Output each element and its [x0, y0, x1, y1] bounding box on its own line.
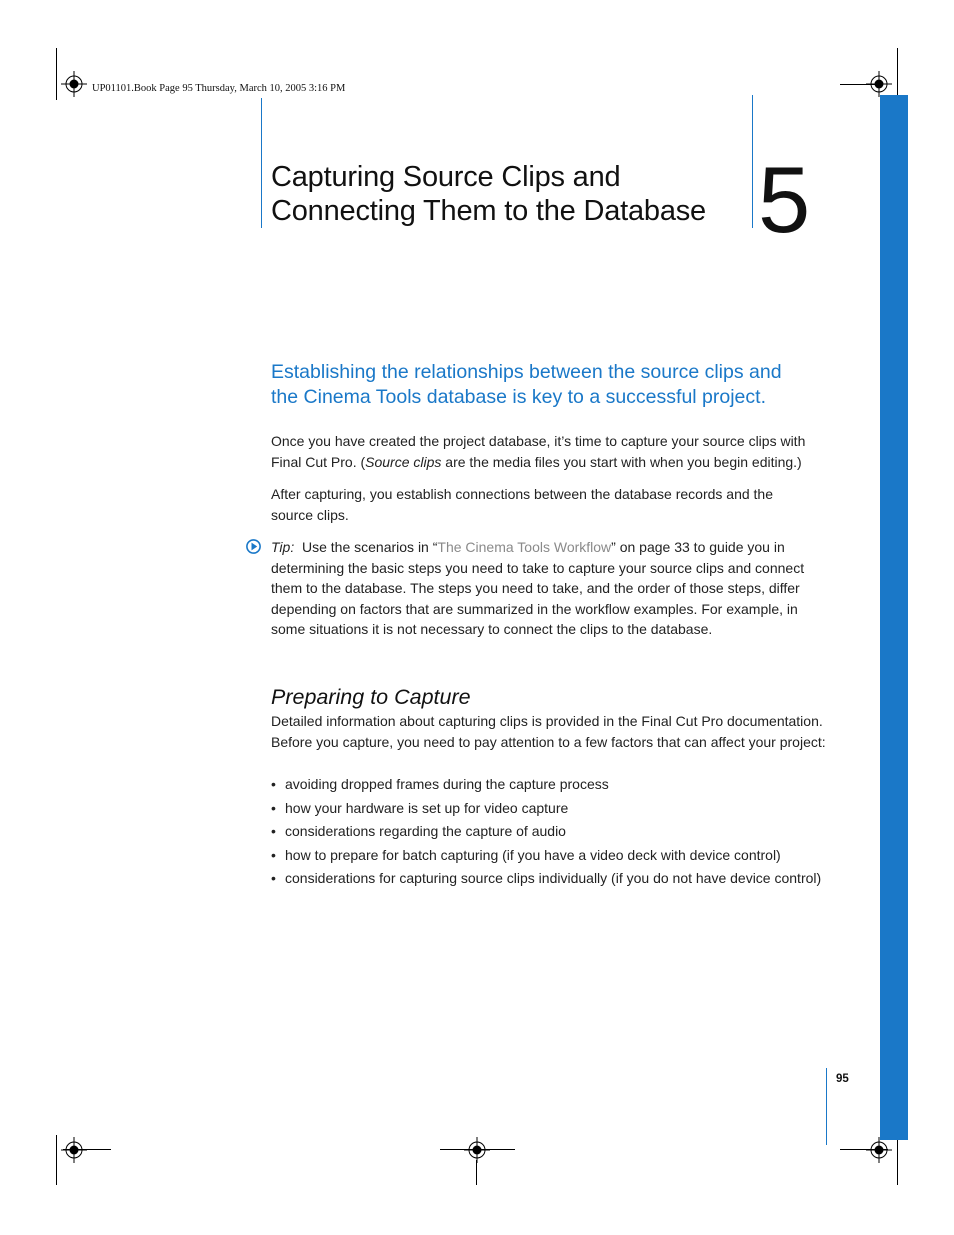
arrow-right-circle-icon — [246, 539, 261, 554]
crop-mark — [476, 1160, 477, 1185]
title-rule — [261, 98, 262, 228]
chapter-title-line: Capturing Source Clips and — [271, 161, 621, 193]
chapter-title — [271, 160, 741, 228]
registration-mark-icon — [866, 1137, 892, 1163]
chapter-intro — [271, 360, 831, 410]
print-slug: UP01101.Book Page 95 Thursday, March 10, 2005 3:16 PM — [92, 83, 346, 94]
registration-mark-icon — [464, 1137, 490, 1163]
intro-line: Establishing the relationships between the source clips and — [271, 361, 782, 383]
crop-mark — [56, 1135, 57, 1185]
tip-label: Tip: — [271, 539, 295, 555]
chapter-title-line: Connecting Them to the Database — [271, 195, 706, 227]
crop-mark — [56, 48, 57, 100]
paragraph: After capturing, you establish connections between the database records and the source clips. — [271, 486, 773, 523]
page-number-rule — [826, 1068, 827, 1145]
intro-line: the Cinema Tools database is key to a successful project. — [271, 386, 766, 408]
section-body: Detailed information about capturing clips is provided in the Final Cut Pro documentation. Before you capture, you need to pay attention to a few factors that can affect your project: — [271, 713, 826, 750]
list-item: • avoiding dropped frames during the capture process — [271, 774, 841, 798]
list-item: • how to prepare for batch capturing (if you have a video deck with device control) — [271, 845, 841, 869]
factor-list — [271, 774, 841, 892]
section-heading: Preparing to Capture — [271, 685, 471, 709]
crop-mark — [897, 48, 898, 100]
paragraph: Once you have created the project database, it’s time to capture your source clips with Final Cut Pro. (Source clips are the media files you start with when you begin editing.) — [271, 433, 806, 470]
crop-mark — [897, 1135, 898, 1185]
page-number: 95 — [836, 1073, 849, 1085]
chapter-edge-tab — [880, 95, 908, 1140]
registration-mark-icon — [61, 1137, 87, 1163]
cross-reference-link[interactable]: The Cinema Tools Workflow — [437, 539, 612, 555]
list-item: • how your hardware is set up for video capture — [271, 798, 841, 822]
number-rule — [752, 95, 753, 228]
registration-mark-icon — [61, 71, 87, 97]
registration-mark-icon — [866, 71, 892, 97]
tip-paragraph: Tip: Use the scenarios in “The Cinema Tools Workflow” on page 33 to guide you in determining the basic steps you need to take to capture your source clips and connect them to the database. The steps you need to take, and the order of those steps, differ depending on factors that are summarized in the workflow examples. For example, in some situations it is not necessary to connect the clips to the database. — [271, 539, 805, 637]
list-item: • considerations for capturing source clips individually (if you do not have device control) — [271, 868, 841, 892]
term-source-clips: Source clips — [365, 453, 442, 470]
list-item: • considerations regarding the capture of audio — [271, 821, 841, 845]
chapter-number: 5 — [758, 147, 811, 252]
